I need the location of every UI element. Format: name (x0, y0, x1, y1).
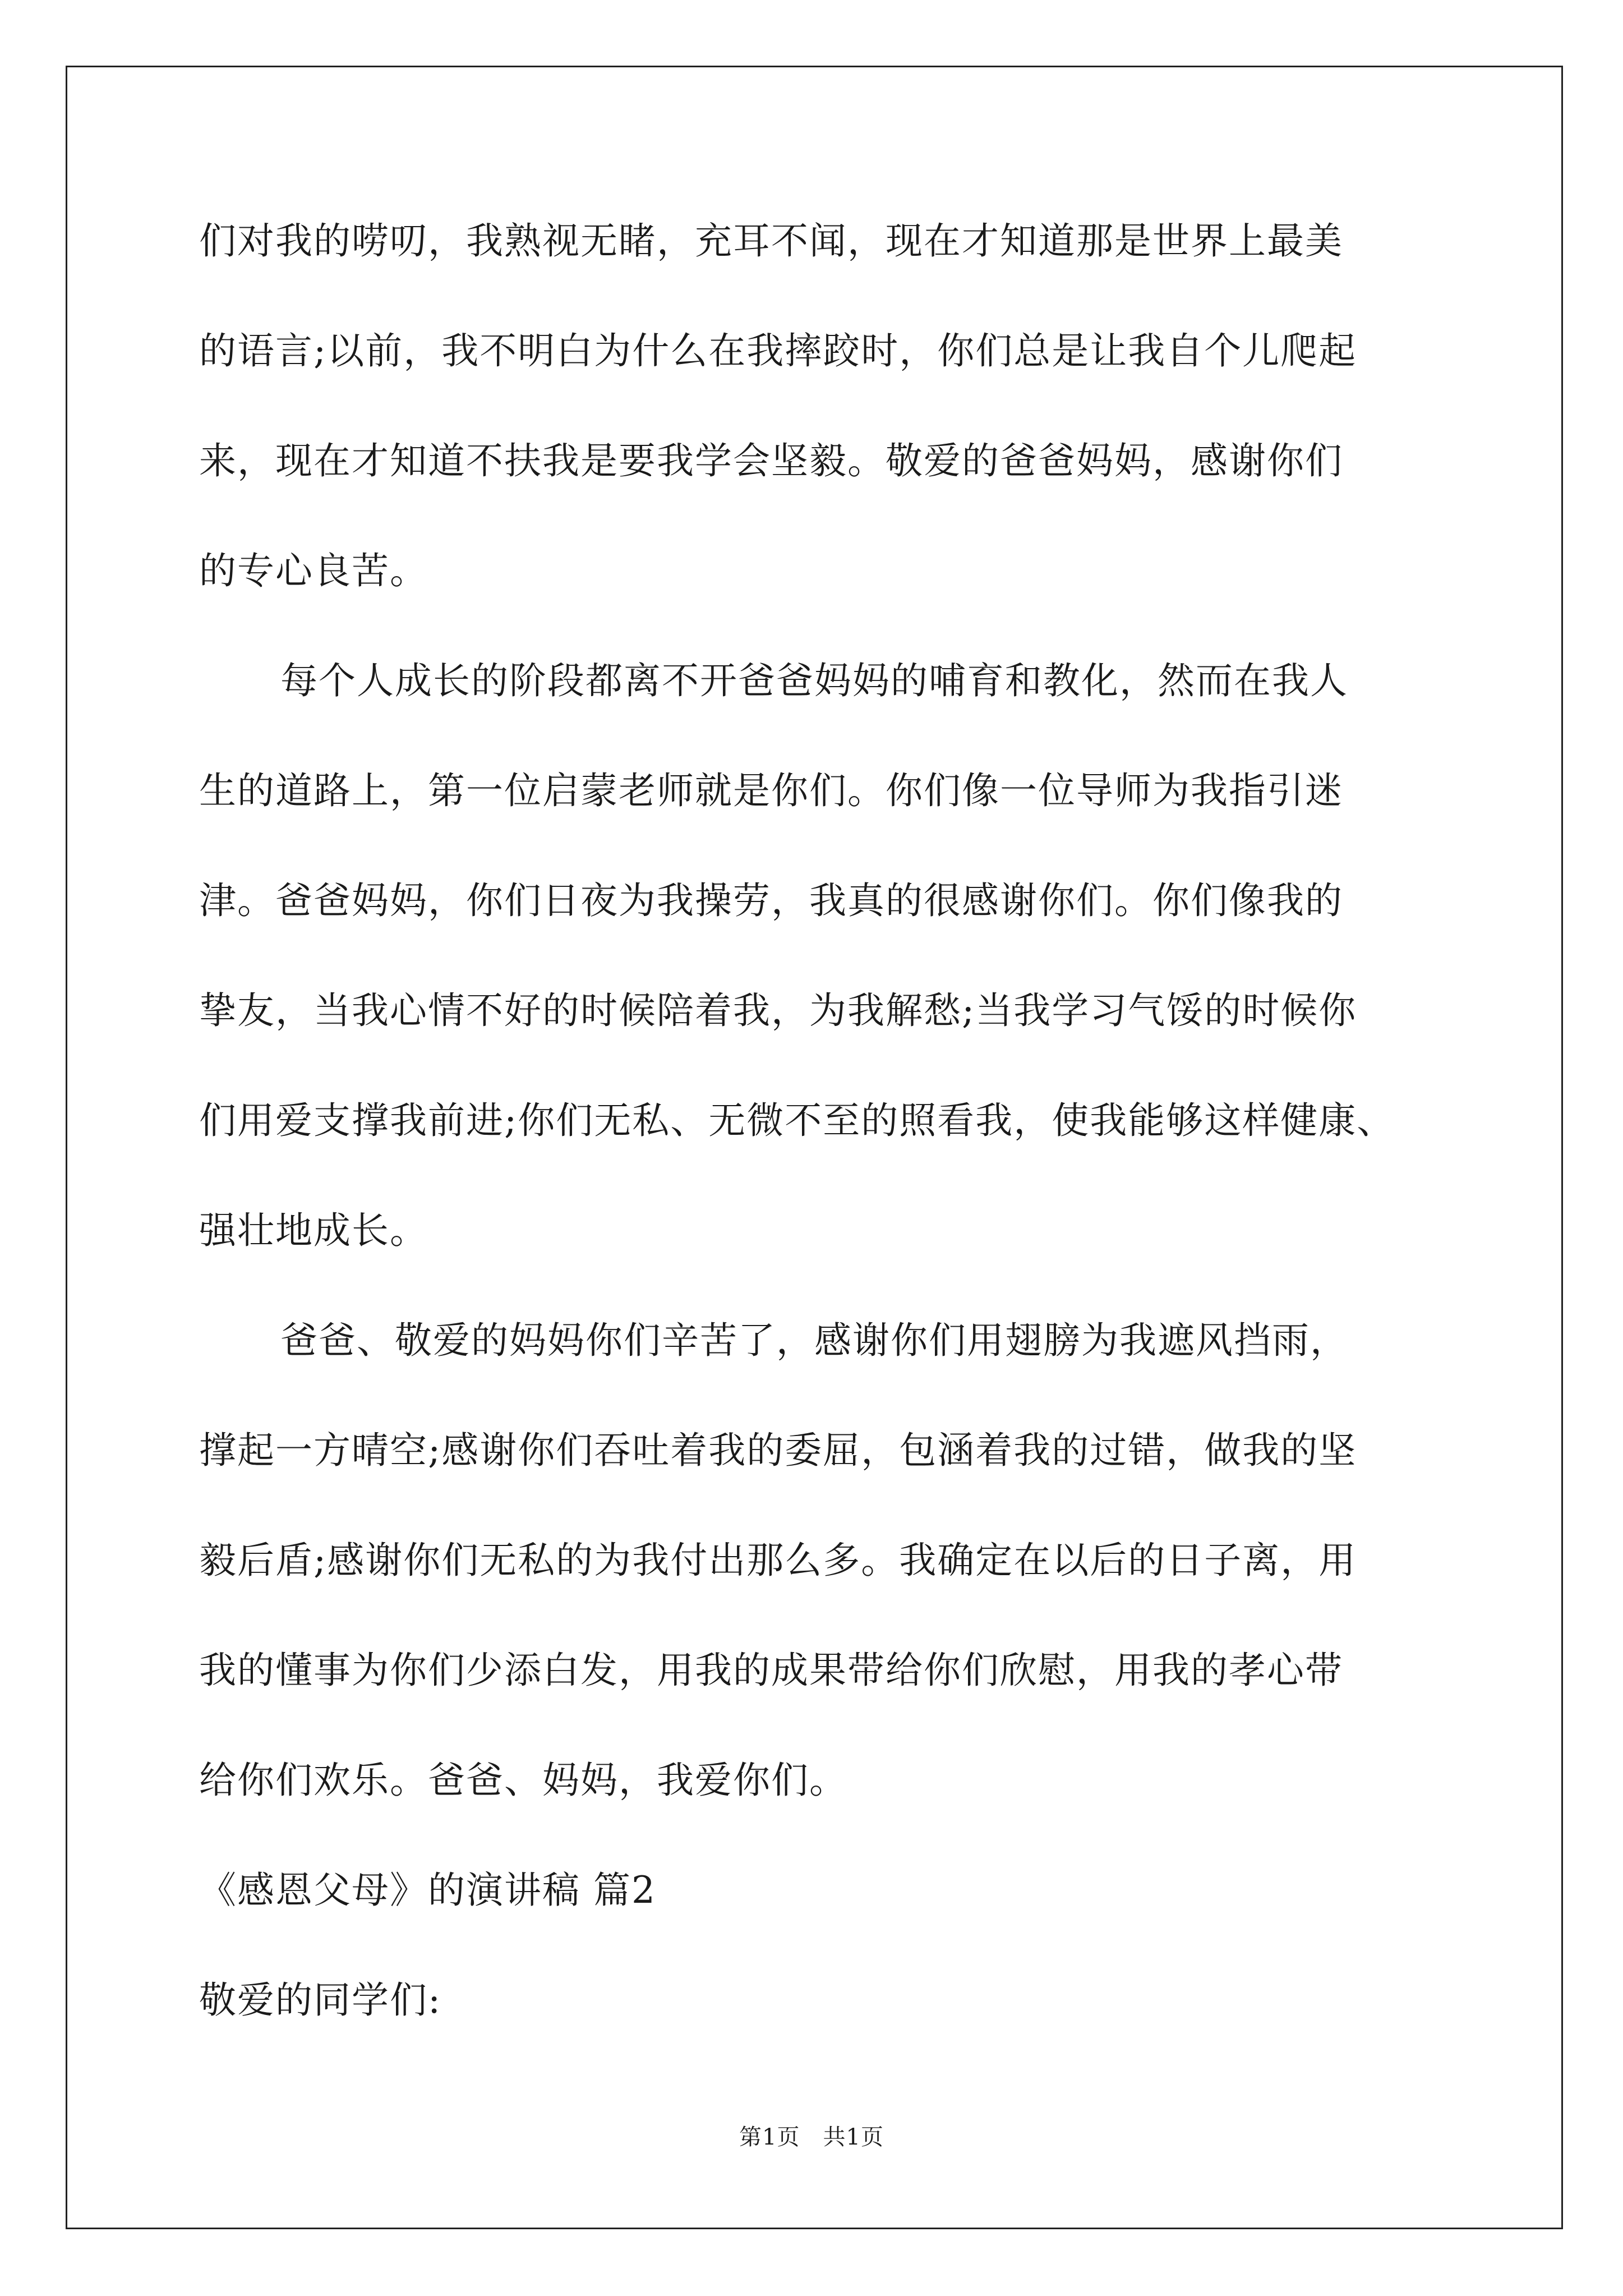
paragraph-first-line: 每个人成长的阶段都离不开爸爸妈妈的哺育和教化，然而在我人 (280, 659, 1348, 702)
text-line: 毅后盾;感谢你们无私的为我付出那么多。我确定在以后的日子离，用 (199, 1539, 1357, 1582)
text-line: 我的懂事为你们少添白发，用我的成果带给你们欣慰，用我的孝心带 (199, 1649, 1343, 1692)
text-line: 的语言;以前，我不明白为什么在我摔跤时，你们总是让我自个儿爬起 (199, 329, 1357, 372)
paragraph-first-line: 爸爸、敬爱的妈妈你们辛苦了，感谢你们用翅膀为我遮风挡雨， (280, 1319, 1348, 1362)
text-line: 来，现在才知道不扶我是要我学会坚毅。敬爱的爸爸妈妈，感谢你们 (199, 439, 1343, 482)
text-line: 挚友，当我心情不好的时候陪着我，为我解愁;当我学习气馁的时候你 (199, 989, 1357, 1032)
text-line: 生的道路上，第一位启蒙老师就是你们。你们像一位导师为我指引迷 (199, 769, 1343, 812)
text-line: 强壮地成长。 (199, 1209, 428, 1252)
document-body (199, 213, 1427, 2082)
salutation: 敬爱的同学们: (199, 1978, 442, 2022)
text-line: 们用爱支撑我前进;你们无私、无微不至的照看我，使我能够这样健康、 (199, 1099, 1395, 1142)
text-line: 给你们欢乐。爸爸、妈妈，我爱你们。 (199, 1759, 847, 1802)
text-line: 津。爸爸妈妈，你们日夜为我操劳，我真的很感谢你们。你们像我的 (199, 879, 1343, 922)
page-footer: 第1页 共1页 (739, 2124, 884, 2150)
text-line: 撑起一方晴空;感谢你们吞吐着我的委屈，包涵着我的过错，做我的坚 (199, 1429, 1357, 1472)
text-line: 的专心良苦。 (199, 549, 428, 592)
section-heading: 《感恩父母》的演讲稿 篇2 (199, 1869, 656, 1912)
text-line: 们对我的唠叨，我熟视无睹，充耳不闻，现在才知道那是世界上最美 (199, 219, 1343, 263)
